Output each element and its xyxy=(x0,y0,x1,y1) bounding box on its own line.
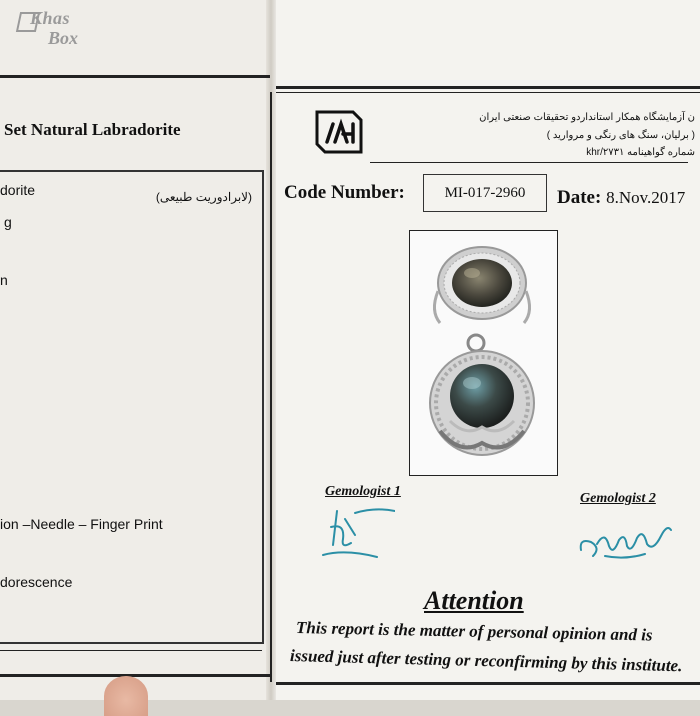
ring-photo xyxy=(434,247,529,323)
pendant-photo xyxy=(430,335,534,455)
code-number-value: MI-017-2960 xyxy=(423,174,547,212)
institute-name: ن آزمایشگاه همکار استانداردو تحقیقات صنعتی ایران xyxy=(479,112,695,123)
date-value: 8.Nov.2017 xyxy=(606,188,686,207)
date-label: Date: xyxy=(557,187,602,208)
details-box xyxy=(0,170,264,644)
gemologist-2-label: Gemologist 2 xyxy=(580,491,656,506)
detail-row-5: dorescence xyxy=(0,574,73,590)
signature-2 xyxy=(575,510,675,565)
gemologist-1-label: Gemologist 1 xyxy=(325,484,401,499)
right-top-rule-thin xyxy=(276,92,700,93)
ring-and-pendant-photo xyxy=(410,231,556,474)
attention-note-line2: issued just after testing or reconfirming by this institute. xyxy=(289,646,683,676)
signature-1 xyxy=(315,505,395,565)
institute-subtitle: ( برلیان، سنگ های رنگی و مروارید ) xyxy=(546,130,695,141)
certificate-title: Set Natural Labradorite xyxy=(4,120,181,139)
code-number-label: Code Number: xyxy=(284,182,405,203)
left-top-rule xyxy=(0,75,270,78)
right-page-left-border xyxy=(270,92,272,682)
right-bottom-rule xyxy=(276,682,700,685)
watermark-line2: Box xyxy=(48,28,79,48)
detail-row-1: dorite xyxy=(0,182,36,198)
left-bottom-rule xyxy=(0,674,270,677)
finger xyxy=(104,676,148,716)
certificate-number: khr/۲۷۳۱ شماره گواهینامه xyxy=(586,147,695,158)
right-top-rule xyxy=(276,86,700,89)
header-underline xyxy=(370,162,688,163)
detail-row-1-fa: (لابرادوریت طبیعی) xyxy=(155,190,252,204)
detail-row-3: n xyxy=(0,272,8,288)
left-bottom-rule-thin xyxy=(0,650,262,651)
date-field xyxy=(557,187,685,209)
detail-row-2: g xyxy=(4,214,12,230)
iso-logo-icon xyxy=(313,108,365,156)
attention-note-line1: This report is the matter of personal opinion and is xyxy=(295,618,653,645)
detail-row-4: ion –Needle – Finger Print xyxy=(0,516,163,532)
watermark-line1: Khas xyxy=(30,8,71,28)
khasbox-watermark xyxy=(8,6,118,56)
attention-heading: Attention xyxy=(424,586,524,615)
jewelry-photo xyxy=(409,230,558,476)
